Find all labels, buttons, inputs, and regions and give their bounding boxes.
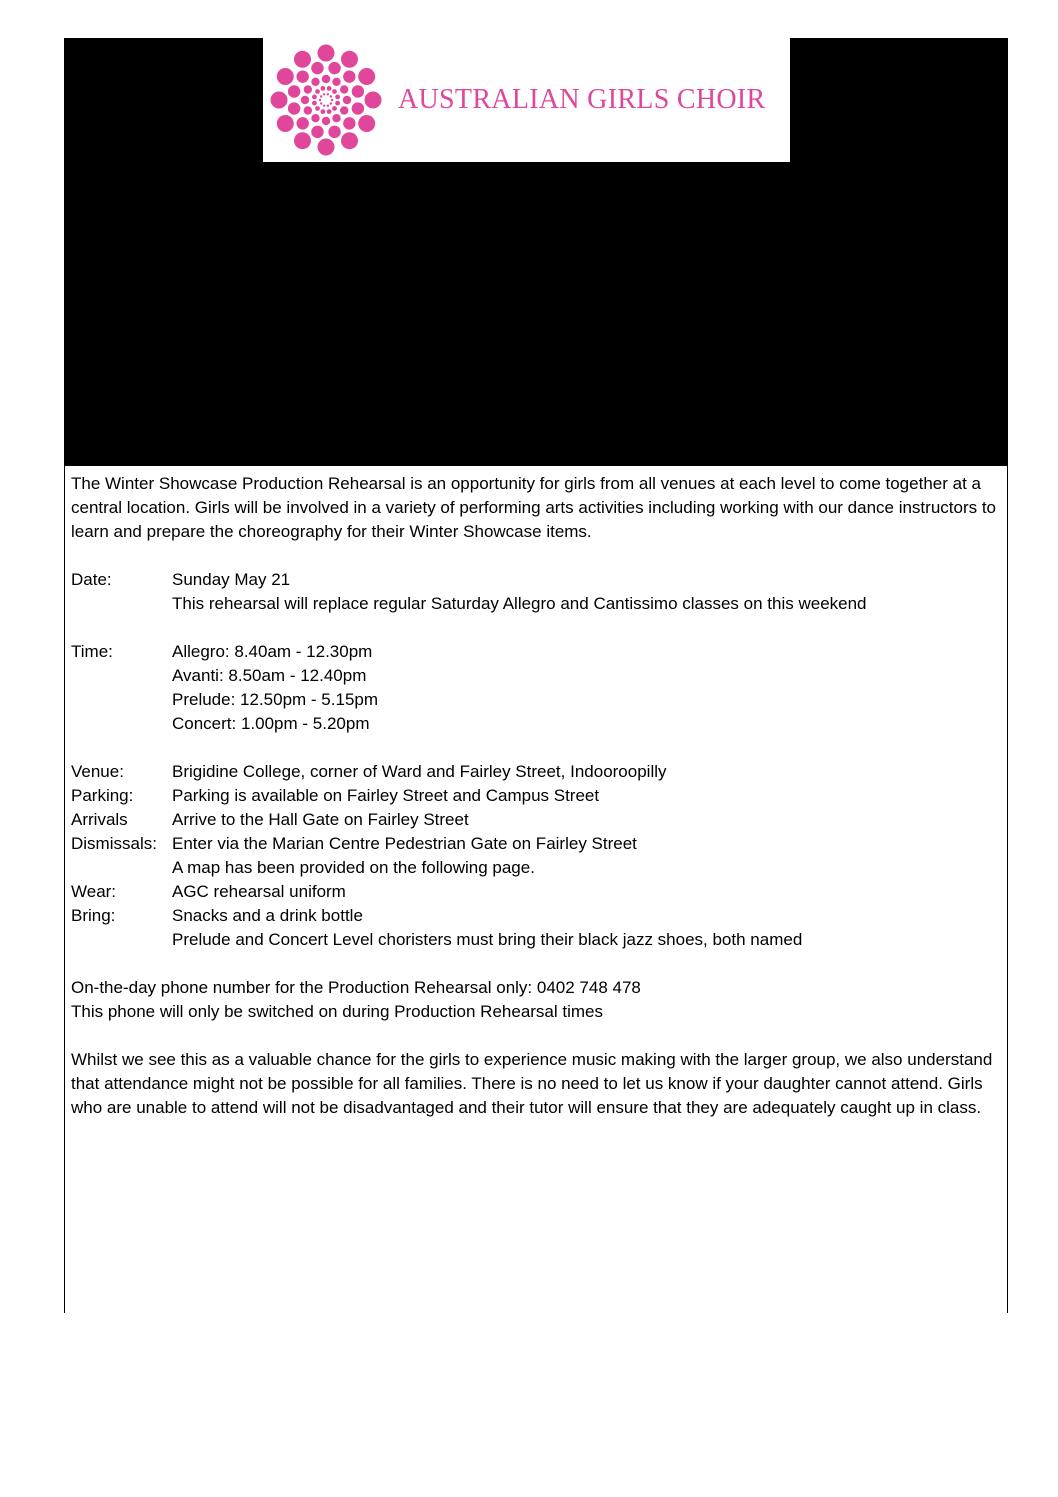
- time-label: Time:: [71, 642, 113, 661]
- venue-value: Brigidine College, corner of Ward and Fairley Street, Indooroopilly: [172, 762, 667, 781]
- bring-note: Prelude and Concert Level choristers must bring their black jazz shoes, both named: [172, 930, 803, 949]
- parking-label: Parking:: [71, 786, 134, 805]
- date-row: [71, 568, 1001, 592]
- arrivals-label: Arrivals: [71, 810, 128, 829]
- phone-line: On-the-day phone number for the Production Rehearsal only: 0402 748 478: [71, 978, 641, 997]
- dismissals-value: Enter via the Marian Centre Pedestrian Gate on Fairley Street: [172, 834, 637, 853]
- time-row: [71, 640, 1001, 664]
- time-session: Concert: 1.00pm - 5.20pm: [172, 714, 370, 733]
- venue-label: Venue:: [71, 762, 124, 781]
- intro-paragraph: The Winter Showcase Production Rehearsal is an opportunity for girls from all venues at each level to come together at a central location. Girls will be involved in a variety of performing arts activities including working with our dance instructors to learn and prepare the choreography for their Winter Showcase items.: [71, 474, 997, 541]
- wear-label: Wear:: [71, 882, 117, 901]
- arrivals-row: [71, 808, 1001, 832]
- dismissals-label: Dismissals:: [71, 834, 157, 853]
- time-session: Prelude: 12.50pm - 5.15pm: [172, 690, 379, 709]
- time-session: Avanti: 8.50am - 12.40pm: [172, 666, 367, 685]
- dotted-flower-logo-icon: [268, 42, 384, 158]
- map-note: A map has been provided on the following page.: [172, 858, 535, 877]
- bring-value: Snacks and a drink bottle: [172, 906, 363, 925]
- venue-row: [71, 760, 1001, 784]
- parking-row: [71, 784, 1001, 808]
- bring-note-row: [71, 928, 1001, 952]
- phone-note: This phone will only be switched on during Production Rehearsal times: [71, 1002, 604, 1021]
- parking-value: Parking is available on Fairley Street and Campus Street: [172, 786, 600, 805]
- wear-row: [71, 880, 1001, 904]
- date-note-row: [71, 592, 1001, 616]
- date-note: This rehearsal will replace regular Saturday Allegro and Cantissimo classes on this weekend: [172, 594, 867, 613]
- arrivals-value: Arrive to the Hall Gate on Fairley Street: [172, 810, 469, 829]
- closing-paragraph: Whilst we see this as a valuable chance for the girls to experience music making with the larger group, we also understand that attendance might not be possible for all families. There is no need to let us know if your daughter cannot attend. Girls who are unable to attend will not be disadvantaged and their tutor will ensure that they are adequately caught up in class.: [71, 1050, 993, 1117]
- brand-name: AUSTRALIAN GIRLS CHOIR: [398, 84, 766, 115]
- time-session: Allegro: 8.40am - 12.30pm: [172, 642, 373, 661]
- bring-row: [71, 904, 1001, 928]
- date-label: Date:: [71, 570, 112, 589]
- bring-label: Bring:: [71, 906, 116, 925]
- date-value: Sunday May 21: [172, 570, 291, 589]
- wear-value: AGC rehearsal uniform: [172, 882, 346, 901]
- notice-body: [71, 472, 1001, 1120]
- map-note-row: [71, 856, 1001, 880]
- dismissals-row: [71, 832, 1001, 856]
